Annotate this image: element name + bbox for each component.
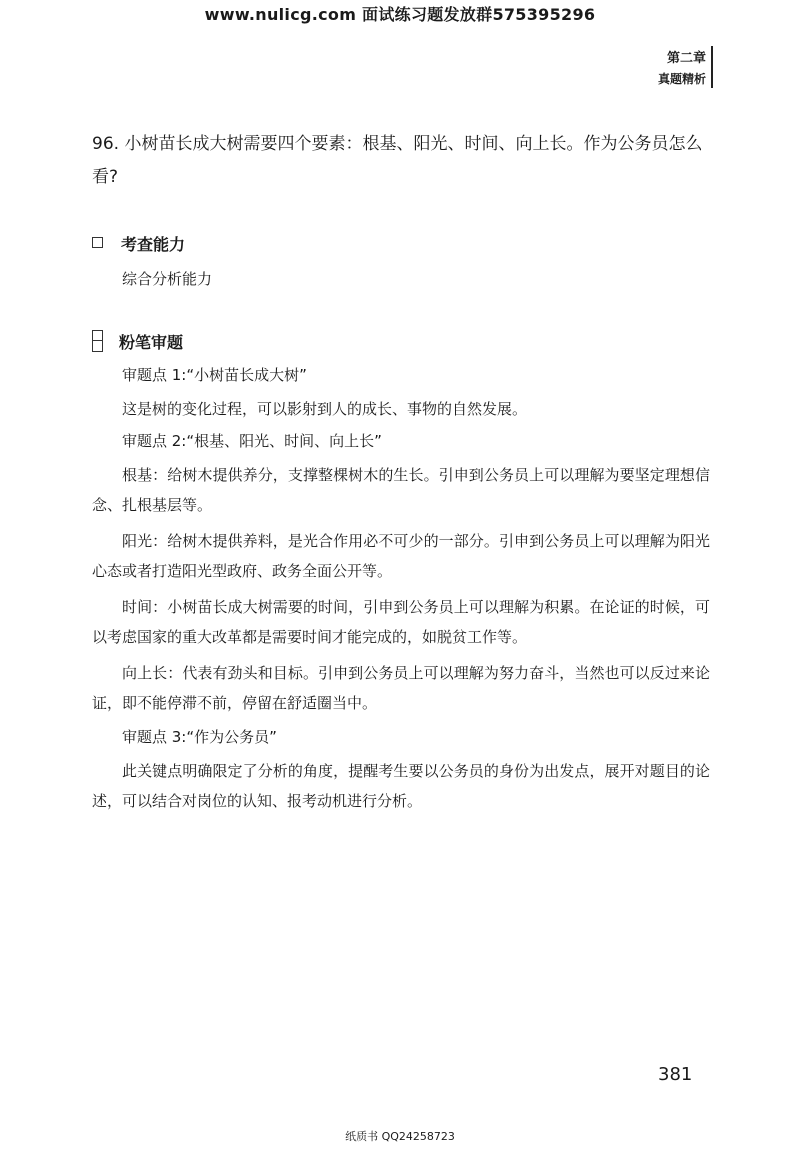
analysis-paragraph: 阳光：给树木提供养料，是光合作用必不可少的一部分。引申到公务员上可以理解为阳光心态或者打造阳光型政府、政务全面公开等。 <box>92 532 710 580</box>
ability-text: 综合分析能力 <box>122 270 213 288</box>
ability-heading <box>92 233 185 257</box>
analysis-paragraph: 审题点 2:“根基、阳光、时间、向上长” <box>122 432 382 450</box>
analysis-paragraph: 审题点 1:“小树苗长成大树” <box>122 366 307 384</box>
analysis-paragraph: 这是树的变化过程，可以影射到人的成长、事物的自然发展。 <box>122 400 528 418</box>
analysis-heading-text: 粉笔审题 <box>119 333 184 352</box>
chapter-divider <box>711 46 713 88</box>
analysis-paragraph: 审题点 3:“作为公务员” <box>122 728 277 746</box>
footer-text: 纸质书 QQ24258723 <box>345 1130 455 1143</box>
chapter-label <box>658 49 706 89</box>
square-bullet-icon <box>92 237 103 248</box>
analysis-paragraph: 向上长：代表有劲头和目标。引申到公务员上可以理解为努力奋斗，当然也可以反过来论证，即不能停滞不前，停留在舒适圈当中。 <box>92 664 710 712</box>
header-url-line: www.nulicg.com 面试练习题发放群575395296 <box>204 5 596 24</box>
page-number: 381 <box>658 1064 693 1085</box>
question-text: 96. 小树苗长成大树需要四个要素：根基、阳光、时间、向上长。作为公务员怎么看? <box>92 134 703 187</box>
chapter-subtitle: 真题精析 <box>657 72 706 86</box>
ability-heading-text: 考查能力 <box>121 235 186 254</box>
analysis-paragraph: 根基：给树木提供养分，支撑整棵树木的生长。引申到公务员上可以理解为要坚定理想信念、扎根基层等。 <box>92 466 710 514</box>
chapter-title: 第二章 <box>666 51 706 66</box>
double-square-bullet-icon <box>92 330 103 352</box>
analysis-paragraph: 此关键点明确限定了分析的角度，提醒考生要以公务员的身份为出发点，展开对题目的论述，可以结合对岗位的认知、报考动机进行分析。 <box>92 762 710 810</box>
analysis-heading <box>92 330 183 355</box>
analysis-paragraph: 时间：小树苗长成大树需要的时间，引申到公务员上可以理解为积累。在论证的时候，可以考虑国家的重大改革都是需要时间才能完成的，如脱贫工作等。 <box>92 598 710 646</box>
